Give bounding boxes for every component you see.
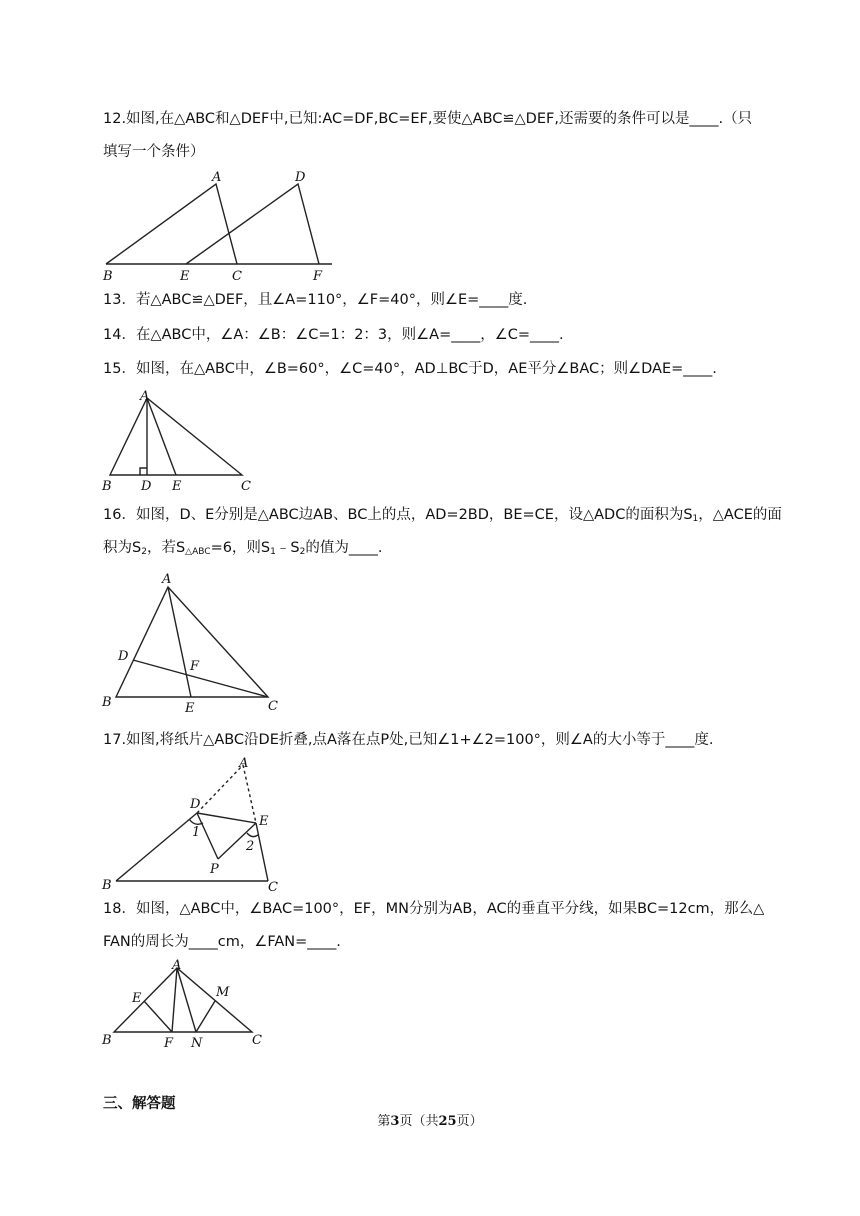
q18-figure	[100, 956, 270, 1052]
q17-dashed-da	[197, 765, 243, 813]
q16-label-f: F	[190, 659, 200, 674]
q17-text: 17.如图,将纸片△ABC沿DE折叠,点A落在点P处,已知∠1+∠2=100°，则∠A的大小等于____度.	[103, 732, 714, 748]
q16-segment-ae	[168, 587, 191, 697]
q16-text-line1: 16．如图，D、E分别是△ABC边AB、BC上的点，AD=2BD，BE=CE，设△ADC的面积为$S_1$，△ACE的面	[103, 507, 782, 524]
q12-label-e: E	[180, 269, 190, 283]
q12-text-line2: 填写一个条件）	[103, 144, 205, 160]
q18-label-b: B	[102, 1033, 112, 1048]
q12-figure	[100, 168, 340, 283]
footer-page-number: 3	[390, 1114, 400, 1129]
q15-figure	[100, 386, 260, 494]
page-footer: 第3页（共25页）	[377, 1114, 483, 1129]
q18-perp-ef	[144, 1001, 172, 1032]
q15-label-b: B	[102, 479, 112, 494]
q18-label-a: A	[172, 958, 182, 973]
q16-label-e: E	[185, 701, 195, 714]
q17-angle2-arc	[247, 833, 258, 837]
q17-side-ec	[256, 823, 268, 881]
q17-side-bd	[116, 813, 197, 881]
q18-label-m: M	[216, 985, 230, 1000]
q15-right-angle-mark	[140, 468, 147, 475]
q12-label-c: C	[232, 269, 242, 283]
q12-label-d: D	[295, 170, 306, 185]
q14-text: 14．在△ABC中，∠A：∠B：∠C=1：2：3，则∠A=____，∠C=____.	[103, 327, 564, 343]
q18-segment-af	[172, 968, 177, 1032]
q12-triangle-def	[186, 184, 319, 264]
q16-label-d: D	[118, 649, 129, 664]
q16-figure	[100, 566, 290, 714]
q17-label-b: B	[102, 878, 112, 893]
q15-text: 15．如图，在△ABC中，∠B=60°，∠C=40°，AD⊥BC于D，AE平分∠BAC；则∠DAE=____.	[103, 361, 717, 377]
q17-dashed-ae	[243, 765, 256, 823]
q17-label-p: P	[210, 862, 219, 877]
section-title: 三、解答题	[103, 1096, 176, 1112]
q17-figure	[100, 753, 290, 893]
q17-label-a: A	[239, 756, 249, 771]
q17-fold-de	[197, 813, 256, 823]
q18-label-e: E	[132, 991, 142, 1006]
footer-total-pages: 25	[438, 1114, 457, 1129]
q16-triangle-abc	[116, 587, 268, 697]
q12-label-f: F	[313, 269, 323, 283]
q16-text-line2: 积为$S_2$，若$S_{\triangle ABC}=6$，则$S_1﹣S_2$的值为____.	[103, 540, 383, 557]
q17-label-d: D	[190, 797, 201, 812]
q18-perp-mn	[196, 1001, 215, 1032]
q15-triangle-abc	[110, 398, 242, 475]
q18-label-c: C	[252, 1033, 262, 1048]
q17-label-c: C	[268, 880, 278, 893]
q15-label-a: A	[140, 389, 150, 404]
q18-label-f: F	[164, 1036, 174, 1051]
q17-label-1: 1	[192, 825, 201, 840]
q12-label-b: B	[103, 269, 113, 283]
q17-label-2: 2	[246, 839, 255, 854]
q16-label-c: C	[268, 699, 278, 714]
q15-label-c: C	[241, 479, 251, 494]
q15-label-d: D	[141, 479, 152, 494]
q18-text-line1: 18．如图，△ABC中，∠BAC=100°，EF，MN分别为AB，AC的垂直平分线，如果BC=12cm，那么△	[103, 901, 765, 917]
q18-segment-an	[177, 968, 196, 1032]
q16-segment-dc	[133, 660, 268, 697]
q16-label-a: A	[162, 572, 172, 587]
q18-label-n: N	[191, 1036, 203, 1051]
q16-label-b: B	[102, 695, 112, 710]
q18-text-line2: FAN的周长为____cm，∠FAN=____.	[103, 934, 341, 950]
q13-text: 13．若△ABC≌△DEF，且∠A=110°，∠F=40°，则∠E=____度.	[103, 292, 528, 308]
q15-label-e: E	[172, 479, 182, 494]
q12-label-a: A	[212, 170, 222, 185]
q12-text-line1: 12.如图,在△ABC和△DEF中,已知:AC=DF,BC=EF,要使△ABC≌△DEF,还需要的条件可以是____.（只	[103, 111, 753, 127]
q17-label-e: E	[259, 814, 269, 829]
q12-triangle-abc	[106, 184, 237, 264]
